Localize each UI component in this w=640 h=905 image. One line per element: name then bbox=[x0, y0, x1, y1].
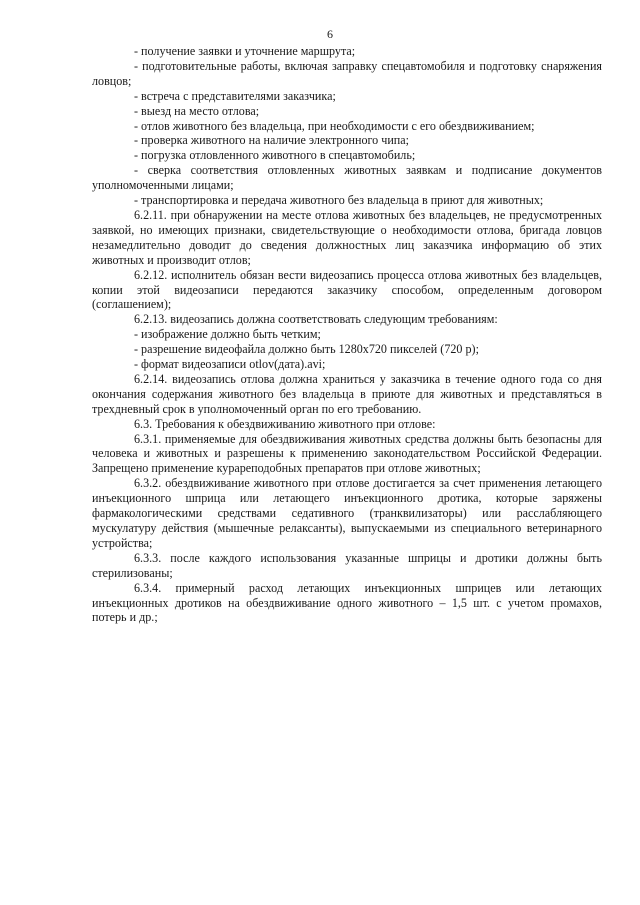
list-item: - сверка соответствия отловленных животных заявкам и подписание документов уполномоченными лицами; bbox=[92, 163, 602, 193]
paragraph: 6.2.13. видеозапись должна соответствовать следующим требованиям: bbox=[134, 312, 498, 327]
paragraph: 6.3.2. обездвиживание животного при отлове достигается за счет применения летающего инъекционного шприца или летающего инъекционного дротика, которые заряжены фармакологическими средствами седативного (транквилизаторы) или расслабляющего мускулатуру действия (мышечные релаксанты), выпускаемыми из специального ветеринарного устройства; bbox=[92, 476, 602, 550]
document-body bbox=[92, 44, 602, 625]
page-number: 6 bbox=[327, 27, 333, 41]
paragraph: 6.2.11. при обнаружении на месте отлова животных без владельцев, не предусмотренных заявкой, но имеющих признаки, свидетельствующие о необходимости отлова, бригада ловцов незамедлительно доводит до сведения должностных лиц заказчика информацию об этих животных и производит отлов; bbox=[92, 207, 602, 267]
list-item: - формат видеозаписи otlov(дата).avi; bbox=[134, 357, 326, 372]
list-item: - встреча с представителями заказчика; bbox=[134, 88, 336, 103]
paragraph: 6.3. Требования к обездвиживанию животного при отлове: bbox=[134, 416, 436, 431]
paragraph: 6.3.1. применяемые для обездвиживания животных средства должны быть безопасны для человека и животных и разрешены к применению законодательством Российской Федерации. Запрещено применение курареподобных препаратов при отлове животных; bbox=[92, 431, 602, 476]
list-item: - подготовительные работы, включая заправку спецавтомобиля и подготовку снаряжения ловцов; bbox=[92, 58, 602, 88]
paragraph: 6.2.14. видеозапись отлова должна храниться у заказчика в течение одного года со дня окончания содержания животного без владельца в приюте для животных и представляться в трехдневный срок в уполномоченный орган по его требованию. bbox=[92, 371, 602, 416]
list-item: - проверка животного на наличие электронного чипа; bbox=[134, 133, 409, 148]
paragraph: 6.2.12. исполнитель обязан вести видеозапись процесса отлова животных без владельцев, копии этой видеозаписи передаются заказчику способом, определенным договором (соглашением); bbox=[92, 267, 602, 312]
list-item: - выезд на место отлова; bbox=[134, 103, 260, 118]
list-item: - разрешение видеофайла должно быть 1280x720 пикселей (720 p); bbox=[134, 342, 479, 357]
paragraph: 6.3.4. примерный расход летающих инъекционных шприцев или летающих инъекционных дротиков на обездвиживание одного животного – 1,5 шт. с учетом промахов, потерь и др.; bbox=[92, 580, 602, 625]
paragraph: 6.3.3. после каждого использования указанные шприцы и дротики должны быть стерилизованы; bbox=[92, 550, 602, 580]
list-item: - получение заявки и уточнение маршрута; bbox=[134, 44, 356, 58]
list-item: - изображение должно быть четким; bbox=[134, 327, 321, 342]
list-item: - транспортировка и передача животного без владельца в приют для животных; bbox=[134, 193, 544, 208]
list-item: - погрузка отловленного животного в спецавтомобиль; bbox=[134, 148, 416, 163]
list-item: - отлов животного без владельца, при необходимости с его обездвиживанием; bbox=[134, 118, 535, 133]
